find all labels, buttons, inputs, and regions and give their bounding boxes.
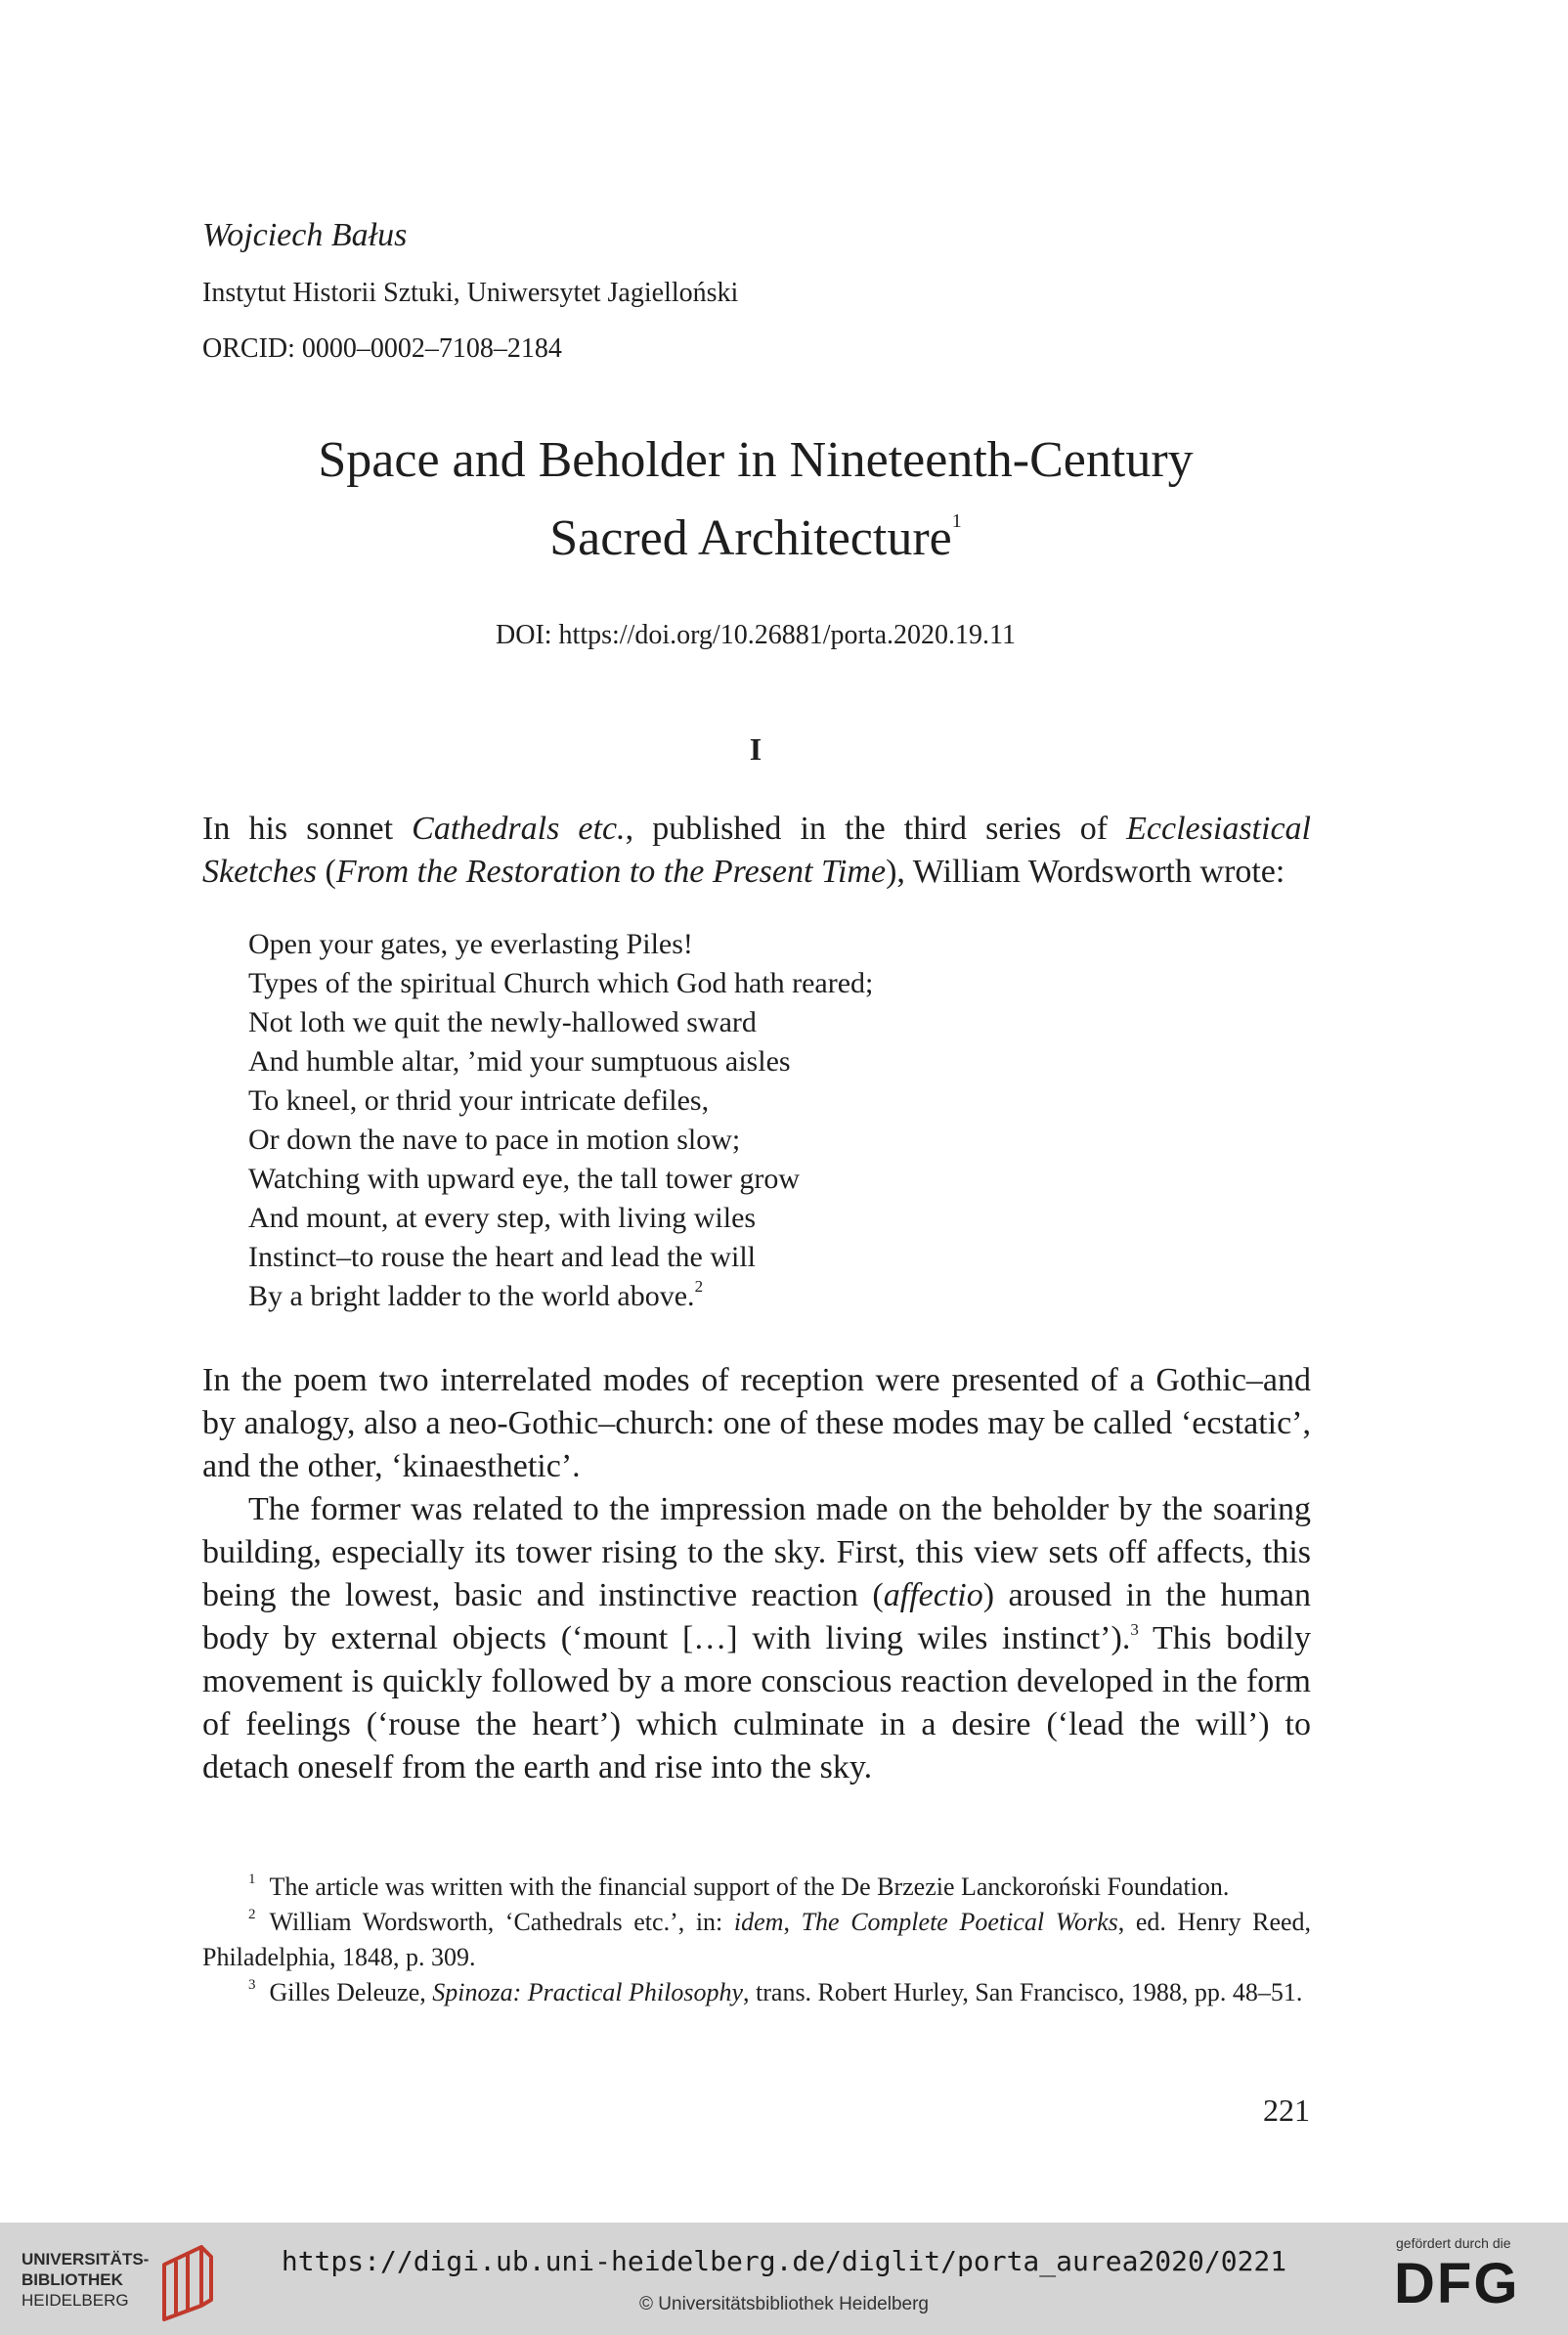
intro-italic-2: Ecclesiastical Sketches bbox=[202, 811, 1311, 890]
title-line-1: Space and Beholder in Nineteenth-Century bbox=[318, 432, 1194, 488]
title-footnote-mark[interactable]: 1 bbox=[951, 510, 962, 532]
footnote-3-mark: 3 bbox=[248, 1977, 256, 1993]
intro-text-2: , published in the third series of bbox=[625, 811, 1127, 847]
article-title bbox=[0, 430, 1511, 569]
poem-line bbox=[248, 1277, 873, 1316]
body-p2-italic: affectio bbox=[883, 1577, 983, 1613]
poem-quote bbox=[248, 925, 873, 1316]
body-p2-text-a: The former was related to the impression made on the beholder by the soaring building, especially its tower rising to the sky. First, this view sets off affects, this being the lowest, basic and instinctive reaction ( bbox=[202, 1491, 1311, 1613]
footnote-1 bbox=[202, 1870, 1311, 1905]
doi-line[interactable]: DOI: https://doi.org/10.26881/porta.2020.19.11 bbox=[496, 620, 1016, 650]
intro-text-4: ), William Wordsworth wrote: bbox=[886, 854, 1285, 890]
title-line-2 bbox=[0, 491, 1511, 569]
body-footnote-mark[interactable]: 3 bbox=[1130, 1620, 1139, 1639]
poem-footnote-mark[interactable]: 2 bbox=[694, 1277, 704, 1296]
intro-paragraph bbox=[202, 808, 1311, 894]
poem-line: Or down the nave to pace in motion slow; bbox=[248, 1123, 741, 1156]
body-text bbox=[202, 1359, 1311, 1789]
footnote-1-text: The article was written with the financial support of the De Brzezie Lanckoroński Foundation. bbox=[269, 1872, 1230, 1901]
footnote-2-text-c: , ed. Henry Reed, Philadelphia, 1848, p. 309. bbox=[202, 1908, 1312, 1971]
poem-line: Watching with upward eye, the tall tower grow bbox=[248, 1163, 801, 1195]
intro-text-1: In his sonnet bbox=[202, 811, 413, 847]
body-paragraph-1: In the poem two interrelated modes of reception were presented of a Gothic–and by analogy, also a neo-Gothic–church: one of these modes may be called ‘ecstatic’, and the other, ‘kinaesthetic’. bbox=[202, 1362, 1311, 1484]
footnote-2 bbox=[202, 1905, 1311, 1975]
library-logo-line-2: BIBLIOTHEK bbox=[22, 2270, 123, 2289]
footnote-3-italic: Spinoza: Practical Philosophy bbox=[432, 1978, 744, 2006]
footnote-3 bbox=[202, 1975, 1311, 2010]
poem-line: Open your gates, ye everlasting Piles! bbox=[248, 928, 693, 960]
poem-line: And mount, at every step, with living wiles bbox=[248, 1202, 757, 1234]
poem-line: Not loth we quit the newly-hallowed sward bbox=[248, 1006, 757, 1038]
intro-italic-1: Cathedrals etc. bbox=[412, 811, 626, 847]
footer-copyright: © Universitätsbibliothek Heidelberg bbox=[639, 2294, 929, 2314]
footnote-2-italic-2: The Complete Poetical Works bbox=[801, 1908, 1118, 1936]
footnotes-section bbox=[202, 1870, 1311, 2010]
footnote-2-text-a: William Wordsworth, ‘Cathedrals etc.’, in: bbox=[269, 1908, 734, 1936]
body-paragraph-2 bbox=[202, 1488, 1311, 1789]
footnote-1-mark: 1 bbox=[248, 1872, 256, 1887]
footer-bar bbox=[0, 2223, 1568, 2335]
poem-line: And humble altar, ’mid your sumptuous aisles bbox=[248, 1045, 791, 1078]
dfg-label: gefördert durch die bbox=[1396, 2235, 1511, 2251]
poem-line: To kneel, or thrid your intricate defiles, bbox=[248, 1084, 710, 1117]
author-affiliation: Instytut Historii Sztuki, Uniwersytet Jagielloński bbox=[202, 278, 739, 308]
footnote-3-text-a: Gilles Deleuze, bbox=[269, 1978, 433, 2006]
poem-line-text: By a bright ladder to the world above. bbox=[248, 1280, 695, 1312]
intro-text-3: ( bbox=[317, 854, 336, 890]
dfg-logo[interactable]: DFG bbox=[1394, 2252, 1520, 2315]
library-logo-line-1: UNIVERSITÄTS- bbox=[22, 2250, 150, 2269]
footnote-2-italic-1: idem bbox=[733, 1908, 784, 1936]
poem-line: Instinct–to rouse the heart and lead the will bbox=[248, 1241, 757, 1273]
footnote-3-text-b: , trans. Robert Hurley, San Francisco, 1988, pp. 48–51. bbox=[743, 1978, 1303, 2006]
footnote-2-mark: 2 bbox=[248, 1907, 256, 1922]
page-number: 221 bbox=[1263, 2093, 1310, 2128]
footnote-2-text-b: , bbox=[783, 1908, 802, 1936]
section-heading: I bbox=[749, 731, 762, 767]
body-p2-text-c: This bodily movement is quickly followed by a more conscious reaction developed in the form of feelings (‘rouse the heart’) which culminate in a desire (‘lead the will’) to detach oneself from the earth and rise into the sky. bbox=[202, 1620, 1312, 1785]
poem-line: Types of the spiritual Church which God hath reared; bbox=[248, 967, 874, 999]
author-name: Wojciech Bałus bbox=[202, 217, 408, 253]
library-logo-line-3: HEIDELBERG bbox=[22, 2291, 129, 2310]
intro-italic-3: From the Restoration to the Present Time bbox=[335, 854, 887, 890]
footer-url-link[interactable]: https://digi.ub.uni-heidelberg.de/diglit/porta_aurea2020/0221 bbox=[281, 2245, 1287, 2277]
body-p2-text-b: ) aroused in the human body by external objects (‘mount […] with living wiles instinct’). bbox=[202, 1577, 1312, 1656]
author-orcid: ORCID: 0000–0002–7108–2184 bbox=[202, 333, 562, 364]
title-line-2-text: Sacred Architecture bbox=[549, 510, 952, 566]
